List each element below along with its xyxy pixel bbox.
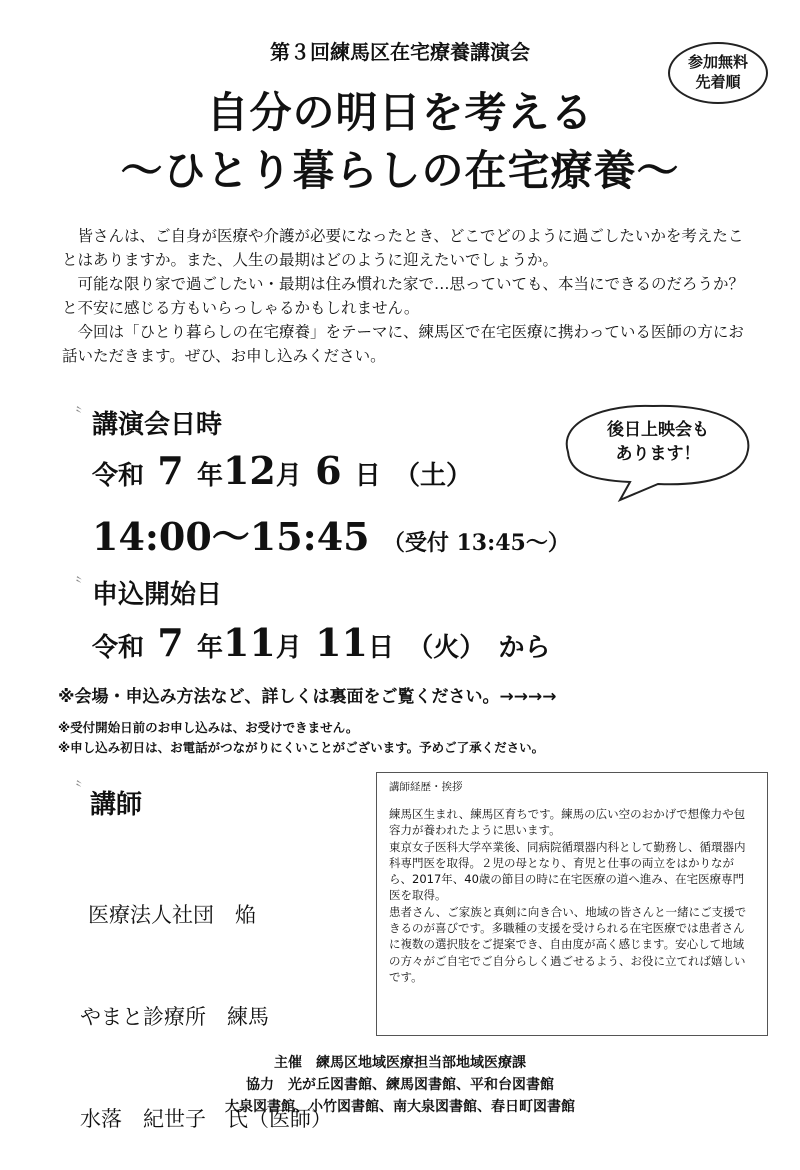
event-date-month: 12 — [222, 448, 276, 493]
bio-text — [389, 806, 755, 985]
screening-bubble-text — [578, 418, 738, 466]
footer-organizer: 主催 練馬区地域医療担当部地域医療課 — [274, 1055, 526, 1071]
application-start-heading: 申込開始日 — [92, 580, 223, 610]
badge-free-label: 参加無料 — [687, 53, 748, 71]
event-date-day-unit: 日 — [354, 461, 381, 491]
application-date-year-unit: 年 — [196, 633, 223, 663]
quote-mark-decoration: 〝 — [66, 405, 83, 424]
page-title-line2: ～ひとり暮らしの在宅療養～ — [120, 146, 680, 195]
event-date-year: 7 — [157, 448, 184, 493]
bio-title: 講師経歴・挨拶 — [389, 781, 463, 793]
page-title-line1: 自分の明日を考える — [206, 88, 594, 137]
bubble-line-2: あります！ — [615, 444, 701, 464]
application-date-weekday: （火） — [407, 633, 486, 663]
application-date-day: 11 — [315, 620, 368, 665]
intro-paragraph-1: 皆さんは、ご自身が医療や介護が必要になったとき、どこでどのように過ごしたいかを考えたことはありますか。また、人生の最期はどのように迎えたいでしょうか。 — [62, 227, 744, 269]
bio-paragraph-3: 患者さん、ご家族と真剣に向き合い、地域の皆さんと一緒にご支援できるのが喜びです。多職種の支援を受けられる在宅医療では患者さんに複数の選択肢をご提案でき、自由度が高く感じます。安心して地域の方々がご自宅でご自分らしく過ごせるよう、お役に立てれば嬉しいです。 — [389, 904, 747, 984]
badge-first-come-label: 先着順 — [695, 73, 741, 91]
event-time — [92, 506, 570, 561]
event-reception-time: （受付 13:45～） — [382, 530, 570, 556]
event-date-day: 6 — [315, 448, 342, 493]
lecturer-info — [80, 830, 332, 1170]
event-date-month-unit: 月 — [275, 461, 302, 491]
event-time-range: 14:00～15:45 — [92, 514, 370, 559]
intro-text — [62, 224, 746, 368]
application-date-month: 11 — [222, 620, 276, 665]
quote-mark-decoration: 〝 — [66, 575, 83, 594]
intro-paragraph-2: 可能な限り家で過ごしたい・最期は住み慣れた家で…思っていても、本当にできるのだろうか？と不安に感じる方もいらっしゃるかもしれません。 — [62, 275, 745, 317]
lecturer-heading: 講師 — [90, 790, 143, 820]
application-date-day-unit: 日 — [367, 633, 394, 663]
application-start-date — [92, 620, 551, 665]
application-date-year: 7 — [157, 620, 184, 665]
event-date — [92, 448, 472, 493]
footer-libraries: 大泉図書館、小竹図書館、南大泉図書館、春日町図書館 — [225, 1099, 575, 1115]
organizer-footer — [0, 1052, 800, 1118]
lecturer-bio-box — [376, 772, 768, 1036]
bio-paragraph-2: 東京女子医科大学卒業後、同病院循環器内科として勤務し、循環器内科専門医を取得。２児の母となり、育児と仕事の両立をはかりながら、2017年、40歳の節目の時に在宅医療の道へ進み、在宅医療専門医を取得。 — [389, 839, 746, 903]
footer-cooperation: 協力 光が丘図書館、練馬図書館、平和台図書館 — [246, 1077, 554, 1093]
application-date-era: 令和 — [92, 633, 145, 663]
event-date-era: 令和 — [92, 461, 145, 491]
application-note-2: ※申し込み初日は、お電話がつながりにくいことがございます。予めご了承ください。 — [58, 740, 545, 755]
quote-mark-decoration: 〝 — [66, 779, 83, 798]
intro-paragraph-3: 今回は「ひとり暮らしの在宅療養」をテーマに、練馬区で在宅医療に携わっている医師の方にお話いただきます。ぜひ、お申し込みください。 — [62, 323, 744, 365]
application-note-1: ※受付開始日前のお申し込みは、お受けできません。 — [58, 720, 359, 735]
lecturer-clinic: やまと診療所 練馬 — [80, 1005, 269, 1029]
bio-paragraph-1: 練馬区生まれ、練馬区育ちです。練馬の広い空のおかげで想像力や包容力が養われたように思います。 — [389, 807, 746, 838]
event-date-weekday: （土） — [394, 461, 473, 491]
lecturer-organization: 医療法人社団 焔 — [88, 903, 256, 927]
bubble-line-1: 後日上映会も — [607, 420, 709, 440]
lecturer-name: 水落 紀世子 氏（医師） — [80, 1107, 332, 1131]
venue-details-note: ※会場・申込み方法など、詳しくは裏面をご覧ください。→→→→ — [58, 687, 557, 707]
application-date-suffix: から — [498, 633, 551, 663]
event-date-year-unit: 年 — [196, 461, 223, 491]
application-notes — [58, 718, 544, 758]
event-date-heading: 講演会日時 — [92, 410, 223, 440]
application-date-month-unit: 月 — [275, 633, 302, 663]
event-series-subtitle: 第３回練馬区在宅療養講演会 — [270, 40, 530, 64]
